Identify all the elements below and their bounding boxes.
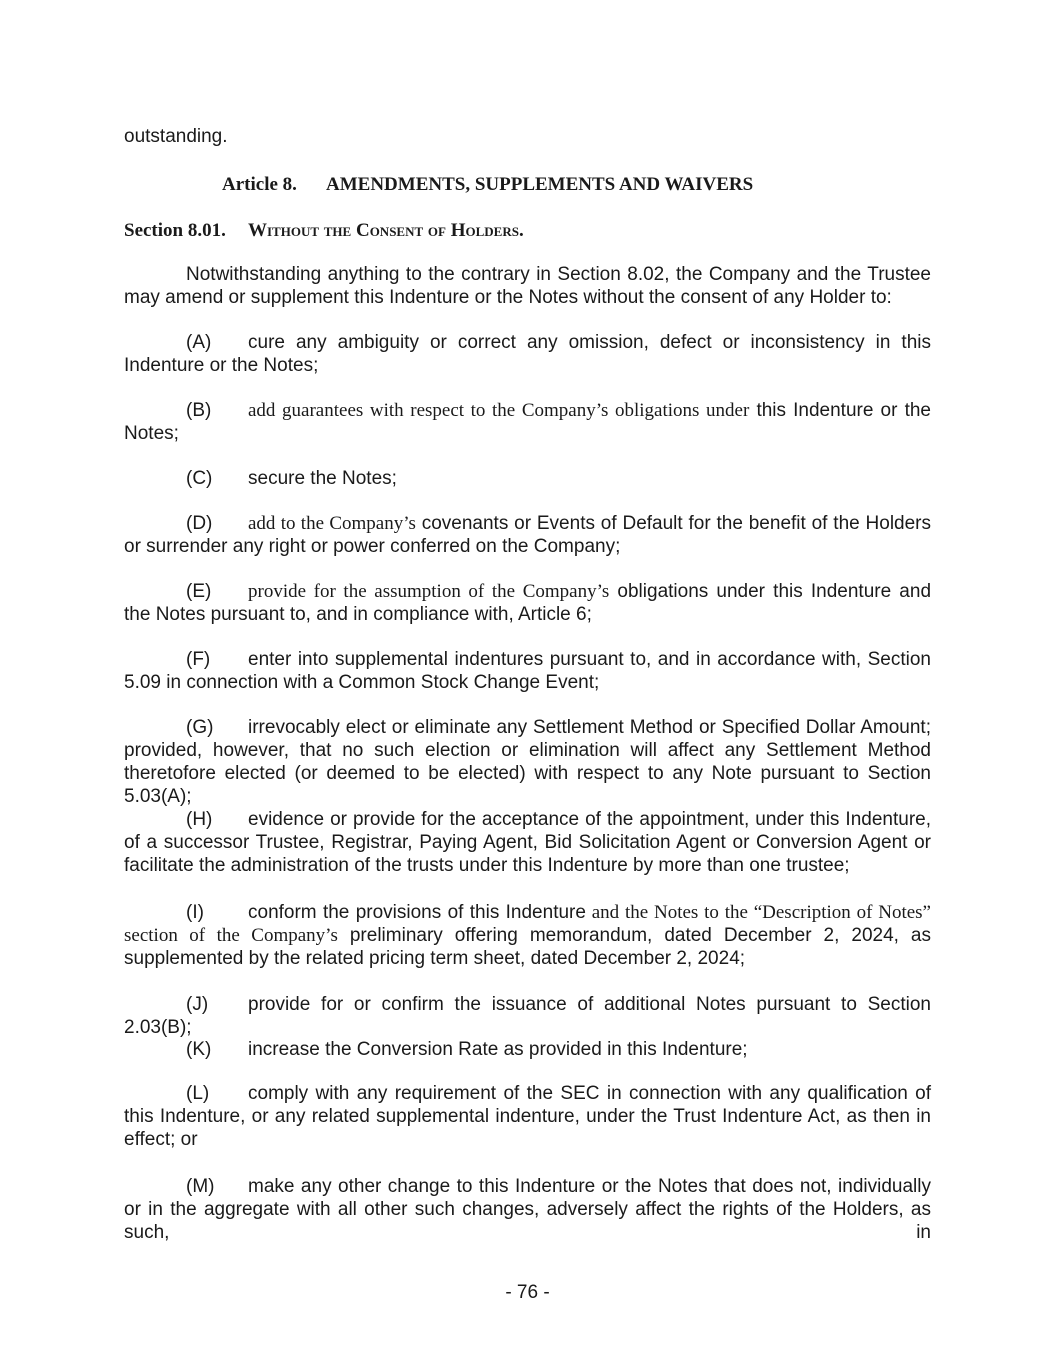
section-title: Without the Consent of Holders. <box>248 220 524 241</box>
clause-label: (K) <box>186 1039 212 1060</box>
continuation-text: outstanding. <box>124 126 228 147</box>
clause-m <box>124 1175 931 1244</box>
clause-text-after: preliminary offering memorandum, dated December 2, 2024, as supplemented by the related pricing term sheet, dated December 2, 2024; <box>124 925 931 969</box>
clause-text: increase the Conversion Rate as provided in this Indenture; <box>248 1039 748 1060</box>
clause-text: comply with any requirement of the SEC in connection with any qualification of this Indenture, or any related supplemental indenture, under the Trust Indenture Act, as then in effect; or <box>124 1083 931 1150</box>
clause-text: provide for or confirm the issuance of additional Notes pursuant to Section 2.03(B); <box>124 994 931 1038</box>
clause-g <box>124 716 931 808</box>
clause-i <box>124 901 931 970</box>
intro-paragraph: Notwithstanding anything to the contrary in Section 8.02, the Company and the Trustee may amend or supplement this Indenture or the Notes without the consent of any Holder to: <box>124 264 931 308</box>
clause-label: (G) <box>186 717 214 738</box>
clause-text-serif: add guarantees with respect to the Company’s obligations under <box>248 400 750 421</box>
clause-label: (C) <box>186 468 213 489</box>
clause-label: (I) <box>186 902 204 923</box>
clause-text: secure the Notes; <box>248 468 397 489</box>
clause-b <box>124 399 931 445</box>
clause-f <box>124 648 931 694</box>
page-number: - 76 - <box>505 1282 550 1303</box>
clause-c <box>124 467 931 490</box>
clause-e <box>124 580 931 626</box>
clause-text: cure any ambiguity or correct any omission, defect or inconsistency in this Indenture or the Notes; <box>124 332 931 376</box>
article-heading <box>222 173 753 196</box>
clause-label: (E) <box>186 581 212 602</box>
clause-text: this Indenture or the Notes; <box>124 400 931 444</box>
clause-label: (J) <box>186 994 209 1015</box>
clause-h <box>124 808 931 877</box>
clause-text-serif: provide for the assumption of the Company’s <box>248 581 610 602</box>
section-heading <box>124 219 524 242</box>
clause-label: (B) <box>186 400 212 421</box>
clause-text: make any other change to this Indenture or the Notes that does not, individually or in the aggregate with all other such changes, adversely affect the rights of the Holders, as such, in <box>124 1176 931 1243</box>
clause-text: obligations under this Indenture and the Notes pursuant to, and in compliance with, Article 6; <box>124 581 932 625</box>
clause-label: (L) <box>186 1083 210 1104</box>
clause-text: covenants or Events of Default for the benefit of the Holders or surrender any right or power conferred on the Company; <box>124 513 931 557</box>
section-number: Section 8.01. <box>124 220 226 241</box>
clause-label: (F) <box>186 649 211 670</box>
clause-text: enter into supplemental indentures pursuant to, and in accordance with, Section 5.09 in connection with a Common Stock Change Event; <box>124 649 931 693</box>
clause-text: conform the provisions of this Indenture <box>248 902 586 923</box>
clause-label: (D) <box>186 513 213 534</box>
clause-a <box>124 331 931 377</box>
clause-k <box>124 1038 931 1061</box>
clause-text: irrevocably elect or eliminate any Settlement Method or Specified Dollar Amount; provided, however, that no such election or elimination will affect any Settlement Method theretofore elected (or deemed to be elected) with respect to any Note pursuant to Section 5.03(A); <box>124 717 931 807</box>
clause-text-serif: and the Notes to the “Description of Notes” section of the Company’s <box>124 902 931 946</box>
article-title: AMENDMENTS, SUPPLEMENTS AND WAIVERS <box>326 174 754 195</box>
clause-text-serif: add to the Company’s <box>248 513 416 534</box>
clause-label: (H) <box>186 809 213 830</box>
clause-l <box>124 1082 931 1151</box>
clause-text: evidence or provide for the acceptance of the appointment, under this Indenture, of a successor Trustee, Registrar, Paying Agent, Bid Solicitation Agent or Conversion Agent or facilitate the administration of the trusts under this Indenture by more than one trustee; <box>124 809 931 876</box>
clause-label: (M) <box>186 1176 215 1197</box>
article-number: Article 8. <box>222 174 297 195</box>
clause-d <box>124 512 931 558</box>
clause-label: (A) <box>186 332 212 353</box>
clause-j <box>124 993 931 1039</box>
